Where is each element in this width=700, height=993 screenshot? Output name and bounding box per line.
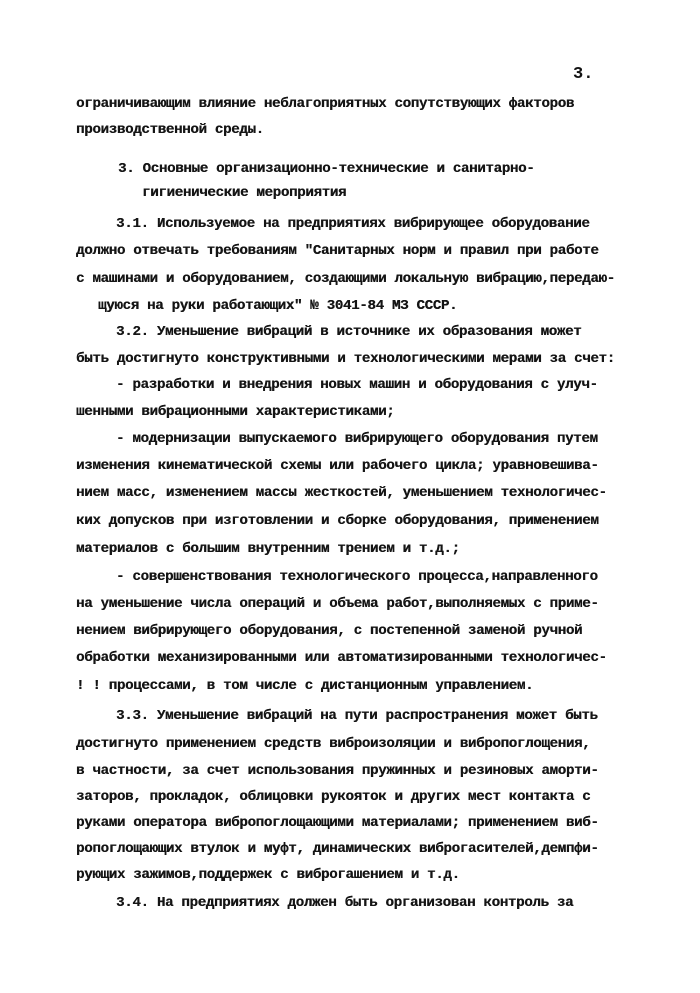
paragraph-line: руками оператора вибропоглощающими материалами; применением виб- — [76, 815, 599, 831]
paragraph-line: рующих зажимов,поддержек с виброгашением и т.д. — [76, 867, 460, 883]
page-number: 3. — [573, 65, 594, 84]
list-item-line: - совершенствования технологического процесса,направленного — [116, 569, 598, 585]
text-line: ограничивающим влияние неблагоприятных сопутствующих факторов — [76, 96, 574, 112]
list-item-line: на уменьшение числа операций и объема работ,выполняемых с приме- — [76, 596, 599, 612]
paragraph-line: должно отвечать требованиям "Санитарных норм и правил при работе — [76, 243, 599, 259]
paragraph-line: быть достигнуто конструктивными и технологическими мерами за счет: — [76, 351, 615, 367]
list-item-line: - разработки и внедрения новых машин и оборудования с улуч- — [116, 377, 598, 393]
paragraph-line: 3.1. Используемое на предприятиях вибрирующее оборудование — [116, 216, 590, 232]
paragraph-line: 3.3. Уменьшение вибраций на пути распространения может быть — [116, 708, 598, 724]
list-item-line: нием масс, изменением массы жесткостей, уменьшением технологичес- — [76, 485, 607, 501]
paragraph-line: заторов, прокладок, облицовки рукояток и других мест контакта с — [76, 789, 591, 805]
paragraph-line: щуюся на руки работающих" № 3041-84 МЗ СССР. — [98, 298, 458, 314]
list-item-line: изменения кинематической схемы или рабочего цикла; уравновешива- — [76, 458, 599, 474]
paragraph-line: достигнуто применением средств виброизоляции и вибропоглощения, — [76, 736, 591, 752]
text-line: производственной среды. — [76, 122, 264, 138]
section-heading: гигиенические мероприятия — [142, 185, 347, 201]
paragraph-line: в частности, за счет использования пружинных и резиновых аморти- — [76, 763, 599, 779]
paragraph-line: 3.2. Уменьшение вибраций в источнике их образования может — [116, 324, 582, 340]
list-item-line: шенными вибрационными характеристиками; — [76, 404, 395, 420]
list-item-line: - модернизации выпускаемого вибрирующего оборудования путем — [116, 431, 598, 447]
list-item-line: обработки механизированными или автоматизированными технологичес- — [76, 650, 607, 666]
paragraph-line: 3.4. На предприятиях должен быть организован контроль за — [116, 895, 574, 911]
list-item-line: материалов с большим внутренним трением и т.д.; — [76, 541, 460, 557]
list-item-line: ! ! процессами, в том числе с дистанционным управлением. — [76, 678, 534, 694]
paragraph-line: с машинами и оборудованием, создающими локальную вибрацию,передаю- — [76, 271, 615, 287]
list-item-line: ких допусков при изготовлении и сборке оборудования, применением — [76, 513, 599, 529]
paragraph-line: ропоглощающих втулок и муфт, динамических виброгасителей,демпфи- — [76, 841, 599, 857]
list-item-line: нением вибрирующего оборудования, с постепенной заменой ручной — [76, 623, 583, 639]
section-heading: 3. Основные организационно-технические и санитарно- — [118, 161, 535, 177]
